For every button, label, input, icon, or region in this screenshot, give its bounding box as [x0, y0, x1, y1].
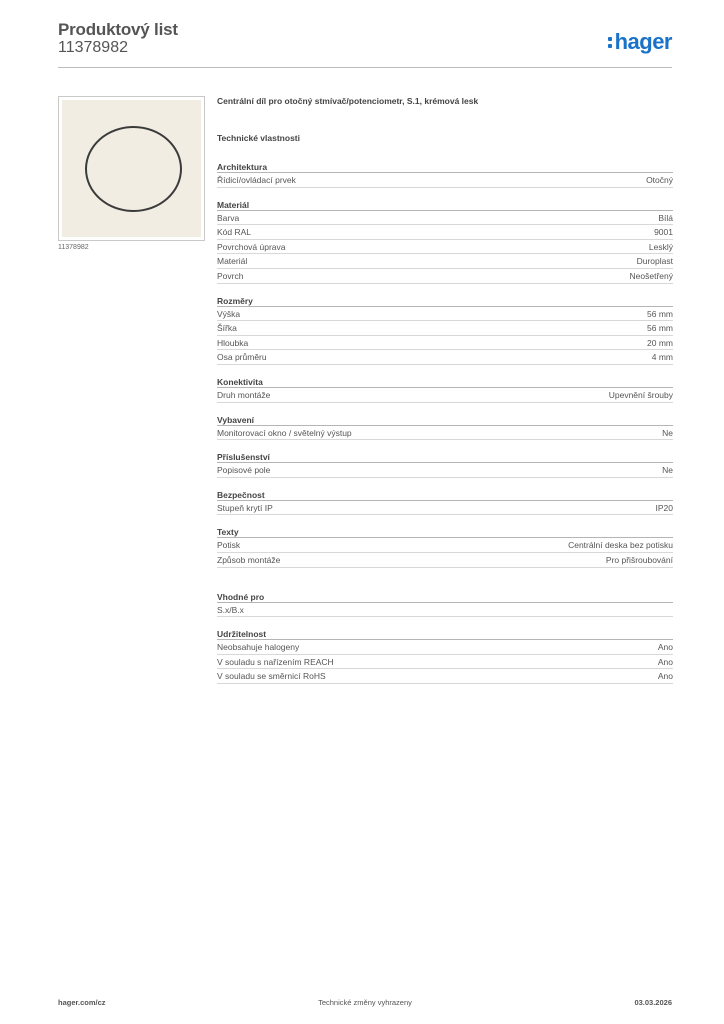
spec-value: Otočný	[646, 175, 673, 185]
spec-label: Šířka	[217, 323, 237, 334]
spec-value: Pro přišroubování	[605, 554, 673, 565]
product-image	[58, 96, 205, 241]
spec-section	[217, 295, 673, 365]
spec-section-title: Vybavení	[217, 414, 673, 426]
spec-label: Hloubka	[217, 337, 249, 348]
page-header	[58, 20, 672, 68]
spec-value: 56 mm	[647, 323, 673, 334]
spec-label: V souladu se směrnicí RoHS	[217, 671, 326, 682]
spec-value: Ano	[657, 656, 673, 667]
spec-label: Řídicí/ovládací prvek	[217, 175, 296, 185]
spec-section	[217, 628, 673, 684]
spec-section-title: Architektura	[217, 161, 673, 173]
spec-section-title: Bezpečnost	[217, 489, 673, 501]
spec-label: Druh montáže	[217, 389, 271, 400]
spec-section	[217, 199, 673, 284]
spec-section	[217, 414, 673, 441]
footer-note: Technické změny vyhrazeny	[318, 998, 412, 1007]
spec-section	[217, 161, 673, 188]
spec-label: Potisk	[217, 540, 241, 551]
spec-section-title: Vhodné pro	[217, 591, 673, 603]
spec-value: Duroplast	[636, 256, 673, 267]
dimmer-plate-icon	[62, 100, 201, 237]
spec-row	[217, 655, 673, 670]
spec-row	[217, 321, 673, 336]
spec-section-title: Udržitelnost	[217, 628, 673, 640]
spec-section	[217, 376, 673, 403]
spec-row	[217, 225, 673, 240]
spec-label: Materiál	[217, 256, 248, 267]
spec-section-title: Texty	[217, 526, 673, 538]
spec-label: Barva	[217, 212, 240, 223]
spec-row	[217, 669, 673, 684]
spec-row	[217, 211, 673, 226]
spec-value: 9001	[654, 227, 673, 238]
spec-value: Lesklý	[648, 241, 673, 252]
spec-section-title: Příslušenství	[217, 451, 673, 463]
spec-row	[217, 269, 673, 284]
spec-value: 56 mm	[647, 308, 673, 319]
spec-label: Způsob montáže	[217, 554, 281, 565]
spec-row	[217, 553, 673, 568]
spec-label: Neobsahuje halogeny	[217, 642, 300, 653]
spec-label: Povrchová úprava	[217, 241, 286, 252]
spec-label: Monitorovací okno / světelný výstup	[217, 427, 352, 438]
spec-section	[217, 451, 673, 478]
spec-section-title: Materiál	[217, 199, 673, 211]
spec-value: 4 mm	[651, 352, 673, 363]
spec-label: Osa průměru	[217, 352, 267, 363]
spec-row	[217, 603, 673, 618]
header-divider	[58, 67, 672, 68]
spec-row	[217, 336, 673, 351]
spec-label: Stupeň krytí IP	[217, 502, 273, 513]
image-caption: 11378982	[58, 244, 89, 251]
spec-label: S.x/B.x	[217, 604, 244, 615]
spec-value: Neošetřený	[629, 270, 673, 281]
spec-value: 20 mm	[647, 337, 673, 348]
spec-value: IP20	[655, 502, 673, 513]
document-title: Produktový list	[58, 20, 178, 39]
spec-section	[217, 489, 673, 516]
spec-row	[217, 254, 673, 269]
logo-text: hager	[614, 29, 672, 54]
knob-ring-icon	[85, 126, 182, 212]
spec-section-title: Konektivita	[217, 376, 673, 388]
spec-row	[217, 307, 673, 322]
spec-row	[217, 388, 673, 403]
spec-row	[217, 426, 673, 441]
spec-label: Kód RAL	[217, 227, 252, 238]
specs-sections	[217, 161, 673, 684]
product-number: 11378982	[58, 39, 128, 56]
spec-label: Výška	[217, 308, 241, 319]
spec-value: Ano	[657, 671, 673, 682]
spec-row	[217, 538, 673, 553]
spec-label: Povrch	[217, 270, 244, 281]
spec-value: Ne	[662, 427, 673, 438]
spec-row	[217, 640, 673, 655]
spec-section-title: Rozměry	[217, 295, 673, 307]
spec-label: Popisové pole	[217, 465, 271, 476]
spec-value: Bílá	[658, 212, 673, 223]
spec-row	[217, 501, 673, 516]
spec-row	[217, 463, 673, 478]
specs-heading: Technické vlastnosti	[217, 133, 300, 143]
logo-mark-icon	[608, 35, 613, 49]
spec-section	[217, 591, 673, 618]
footer-website-link[interactable]: hager.com/cz	[58, 998, 106, 1007]
product-description: Centrální díl pro otočný stmívač/potenciometr, S.1, krémová lesk	[217, 96, 479, 106]
footer-date: 03.03.2026	[634, 998, 672, 1007]
spec-value: Upevnění šrouby	[608, 389, 673, 400]
spec-value: Ano	[657, 642, 673, 653]
spec-row	[217, 350, 673, 365]
spec-label: V souladu s nařízením REACH	[217, 656, 334, 667]
spec-section	[217, 526, 673, 567]
spec-row	[217, 240, 673, 255]
specs-content	[217, 96, 673, 695]
spec-value: Centrální deska bez potisku	[568, 540, 673, 551]
spec-value: Ne	[662, 465, 673, 476]
hager-logo[interactable]	[608, 29, 672, 55]
spec-row	[217, 173, 673, 188]
